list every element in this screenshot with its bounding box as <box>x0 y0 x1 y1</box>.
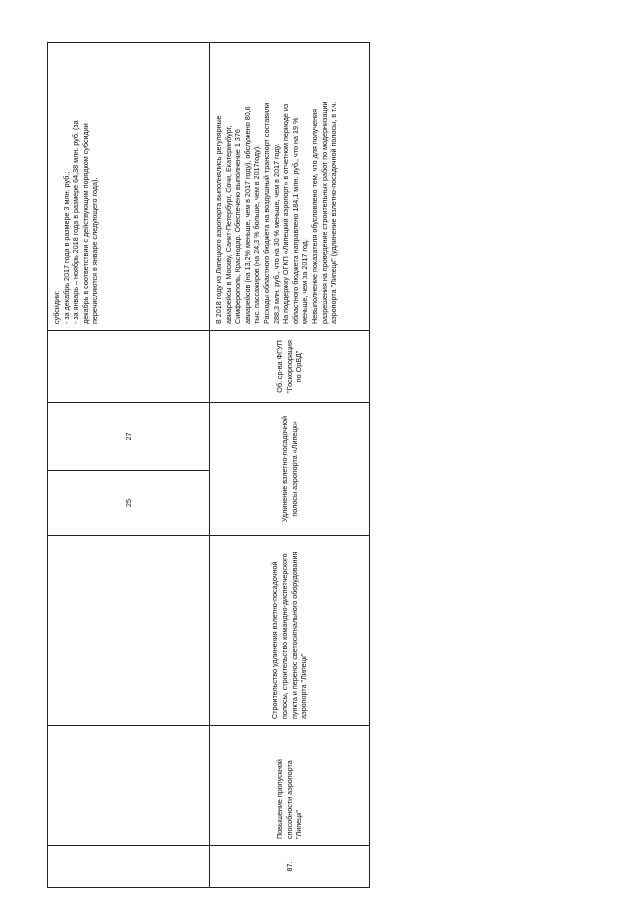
cell-indicator <box>210 403 370 536</box>
cell-prev-result <box>48 43 210 331</box>
row-number: 87. <box>284 861 294 872</box>
cell-prev-measure <box>48 536 210 726</box>
result-line: авиарейсов (на 13,2% меньше, чем в 2017 году), обслужено 80,6 <box>242 106 252 324</box>
funding-text: Об. ср-ва ФГУП "Госкорпорация по ОрВД" <box>275 340 304 393</box>
result-line: На поддержку ОГКП «Липецкий аэропорт» в отчетном периоде из <box>281 103 291 324</box>
result-line: разрешения на проведение строительных работ по модернизации <box>319 101 329 324</box>
goal-text: Повышение пропускной способности аэропорта "Липецк" <box>275 759 304 839</box>
indicator-text: Удлинение взлетно-посадочной полосы аэропорта «Липецк» <box>279 415 299 523</box>
report-table <box>47 42 370 888</box>
cell-goal <box>210 726 370 846</box>
subsidy-line: субсидии: <box>52 290 61 324</box>
rotated-table-wrapper <box>47 43 369 888</box>
subsidy-line: перечисляются в январе следующего года). <box>90 177 100 324</box>
cell-prev-goal <box>48 726 210 846</box>
result-line: Невыполнение показателя обусловлено тем, что для получения <box>309 109 319 324</box>
measure-text: Строительство удлинения взлетно-посадочной полосы, строительство командно-диспетчерского пункта и перенос светосигнального оборудования аэропорта "Липецк" <box>270 551 309 719</box>
result-line: областного бюджета направлено 184,1 млн. руб., что на 19 % <box>290 117 300 324</box>
subsidy-line: - за январь – ноябрь 2018 года в размере 64,38 млн. руб. (за <box>71 120 81 324</box>
result-line: аэропорта "Липецк" (удлинение взлетно-посадочной полосы, в т.ч. <box>329 101 339 324</box>
subsidy-line: - за декабрь 2017 года в размере 3 млн. руб.; <box>61 171 71 324</box>
cell-measure <box>210 536 370 726</box>
cell-funding <box>210 331 370 403</box>
result-line: авиарейсы в Москву, Санкт-Петербург, Сочи, Екатеринбург, <box>223 125 233 324</box>
result-line: 288,3 млн. руб., что на 30 % меньше, чем в 2017 году. <box>271 143 281 324</box>
result-line: меньше, чем за 2017 год. <box>300 239 310 324</box>
cell-result <box>210 43 370 331</box>
prev-value-b: 27 <box>123 432 133 441</box>
prev-value-a: 25 <box>123 499 133 507</box>
subsidy-line: декабрь в соответствии с действующим порядком субсидии <box>80 123 90 324</box>
result-line: тыс. пассажиров (на 24,3 % больше, чем в 2017году). <box>252 144 262 324</box>
cell-row-number <box>210 846 370 888</box>
cell-prev-value-b <box>48 403 210 471</box>
result-line: В 2018 году из Липецкого аэропорта выполнялись регулярные <box>214 115 223 324</box>
result-line: Расходы областного бюджета на воздушный транспорт составили <box>261 102 271 324</box>
cell-prev-funding <box>48 331 210 403</box>
table-row-previous <box>48 43 210 888</box>
cell-prev-value-a <box>48 471 210 536</box>
cell-prev-number <box>48 846 210 888</box>
table-row-87 <box>210 43 370 888</box>
result-line: Симферополь, Краснодар. Обеспечено выполнение 1 376 <box>233 129 243 324</box>
